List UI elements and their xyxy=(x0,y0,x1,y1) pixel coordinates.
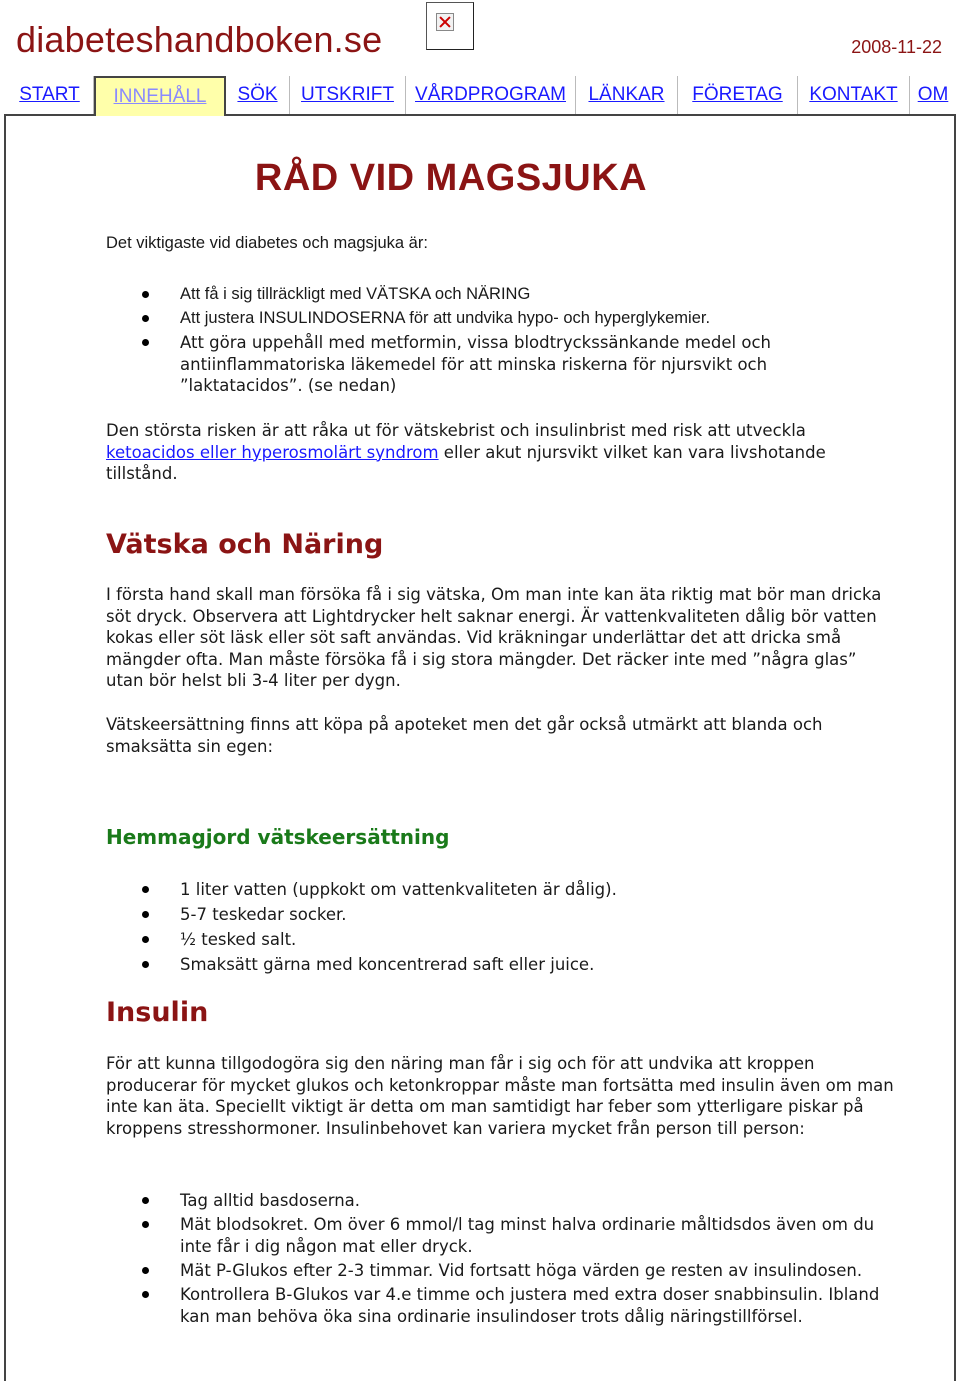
main-nav xyxy=(6,76,956,116)
risk-text-before: Den största risken är att råka ut för vätskebrist och insulinbrist med risk att utveckla xyxy=(106,421,806,440)
intro-text: Det viktigaste vid diabetes och magsjuka är: xyxy=(106,234,428,252)
insulin-paragraph: För att kunna tillgodogöra sig den näring man får i sig och för att undvika att kroppen producerar för mycket glukos och ketonkroppar måste man fortsätta med insulin även om man inte kan äta. Speciellt viktigt är detta om man samtidigt har feber som ytterligare piskar på kroppens stresshormoner. Insulinbehovet kan variera mycket från person till person: xyxy=(106,1054,894,1138)
page-title: RÅD VID MAGSJUKA xyxy=(254,157,648,199)
insulin-heading: Insulin xyxy=(106,997,209,1028)
fluids-heading: Vätska och Näring xyxy=(106,529,384,560)
list-item: Smaksätt gärna med koncentrerad saft eller juice. xyxy=(106,954,886,976)
site-title[interactable]: diabeteshandboken.se xyxy=(16,19,383,60)
list-item: Mät blodsokret. Om över 6 mmol/l tag minst halva ordinarie måltidsdos även om du inte får i dig någon mat eller dryck. xyxy=(106,1214,886,1257)
nav-vardprogram[interactable]: VÅRDPROGRAM xyxy=(406,76,576,114)
nav-sok[interactable]: SÖK xyxy=(226,76,290,114)
nav-start[interactable]: START xyxy=(6,76,94,114)
key-points-list xyxy=(106,284,886,399)
nav-kontakt[interactable]: KONTAKT xyxy=(798,76,910,114)
list-item: ½ tesked salt. xyxy=(106,929,886,951)
list-item: Mät P-Glukos efter 2-3 timmar. Vid fortsatt höga värden ge resten av insulindosen. xyxy=(106,1260,886,1282)
list-item: Att göra uppehåll med metformin, vissa blodtryckssänkande medel och antiinflammatoriska läkemedel för att minska riskerna för njursvikt och ”laktatacidos”. (se nedan) xyxy=(106,332,886,397)
list-item: 1 liter vatten (uppkokt om vattenkvaliteten är dålig). xyxy=(106,879,886,901)
ketoacidos-link[interactable]: ketoacidos eller hyperosmolärt syndrom xyxy=(106,442,439,462)
fluids-paragraph: I första hand skall man försöka få i sig vätska, Om man inte kan äta riktig mat bör man dricka söt dryck. Observera att Lightdrycker helt saknar energi. Är vattenkvaliteten dålig bör vatten kokas eller söt läsk eller söt saft användas. Vid kräkningar underlättar det att dricka små mängder ofta. Man måste försöka få i sig stora mängder. Det räcker inte med ”några glas” utan bör helst bli 3-4 liter per dygn. xyxy=(106,585,882,691)
nav-foretag[interactable]: FÖRETAG xyxy=(678,76,798,114)
broken-image-icon xyxy=(426,2,474,50)
risk-text-after: eller akut njursvikt vilket kan vara livshotande tillstånd. xyxy=(106,442,826,484)
nav-om[interactable]: OM xyxy=(917,84,949,105)
list-item: Tag alltid basdoserna. xyxy=(106,1190,886,1212)
list-item: Kontrollera B-Glukos var 4.e timme och justera med extra doser snabbinsulin. Ibland kan man behöva öka sina ordinarie insulindoser trots dålig näringstillförsel. xyxy=(106,1284,886,1327)
insulin-list xyxy=(106,1190,886,1330)
homemade-heading: Hemmagjord vätskeersättning xyxy=(106,825,450,849)
header-date: 2008-11-22 xyxy=(851,37,942,57)
nav-innehall[interactable]: INNEHÅLL xyxy=(94,76,226,116)
replacement-paragraph: Vätskeersättning finns att köpa på apoteket men det går också utmärkt att blanda och smaksätta sin egen: xyxy=(106,715,823,756)
nav-utskrift[interactable]: UTSKRIFT xyxy=(290,76,406,114)
risk-paragraph xyxy=(106,420,896,485)
list-item: Att få i sig tillräckligt med VÄTSKA och NÄRING xyxy=(106,284,886,306)
nav-lankar[interactable]: LÄNKAR xyxy=(576,76,678,114)
list-item: Att justera INSULINDOSERNA för att undvika hypo- och hyperglykemier. xyxy=(106,308,886,330)
site-header xyxy=(0,0,960,75)
list-item: 5-7 teskedar socker. xyxy=(106,904,886,926)
homemade-list xyxy=(106,879,886,979)
